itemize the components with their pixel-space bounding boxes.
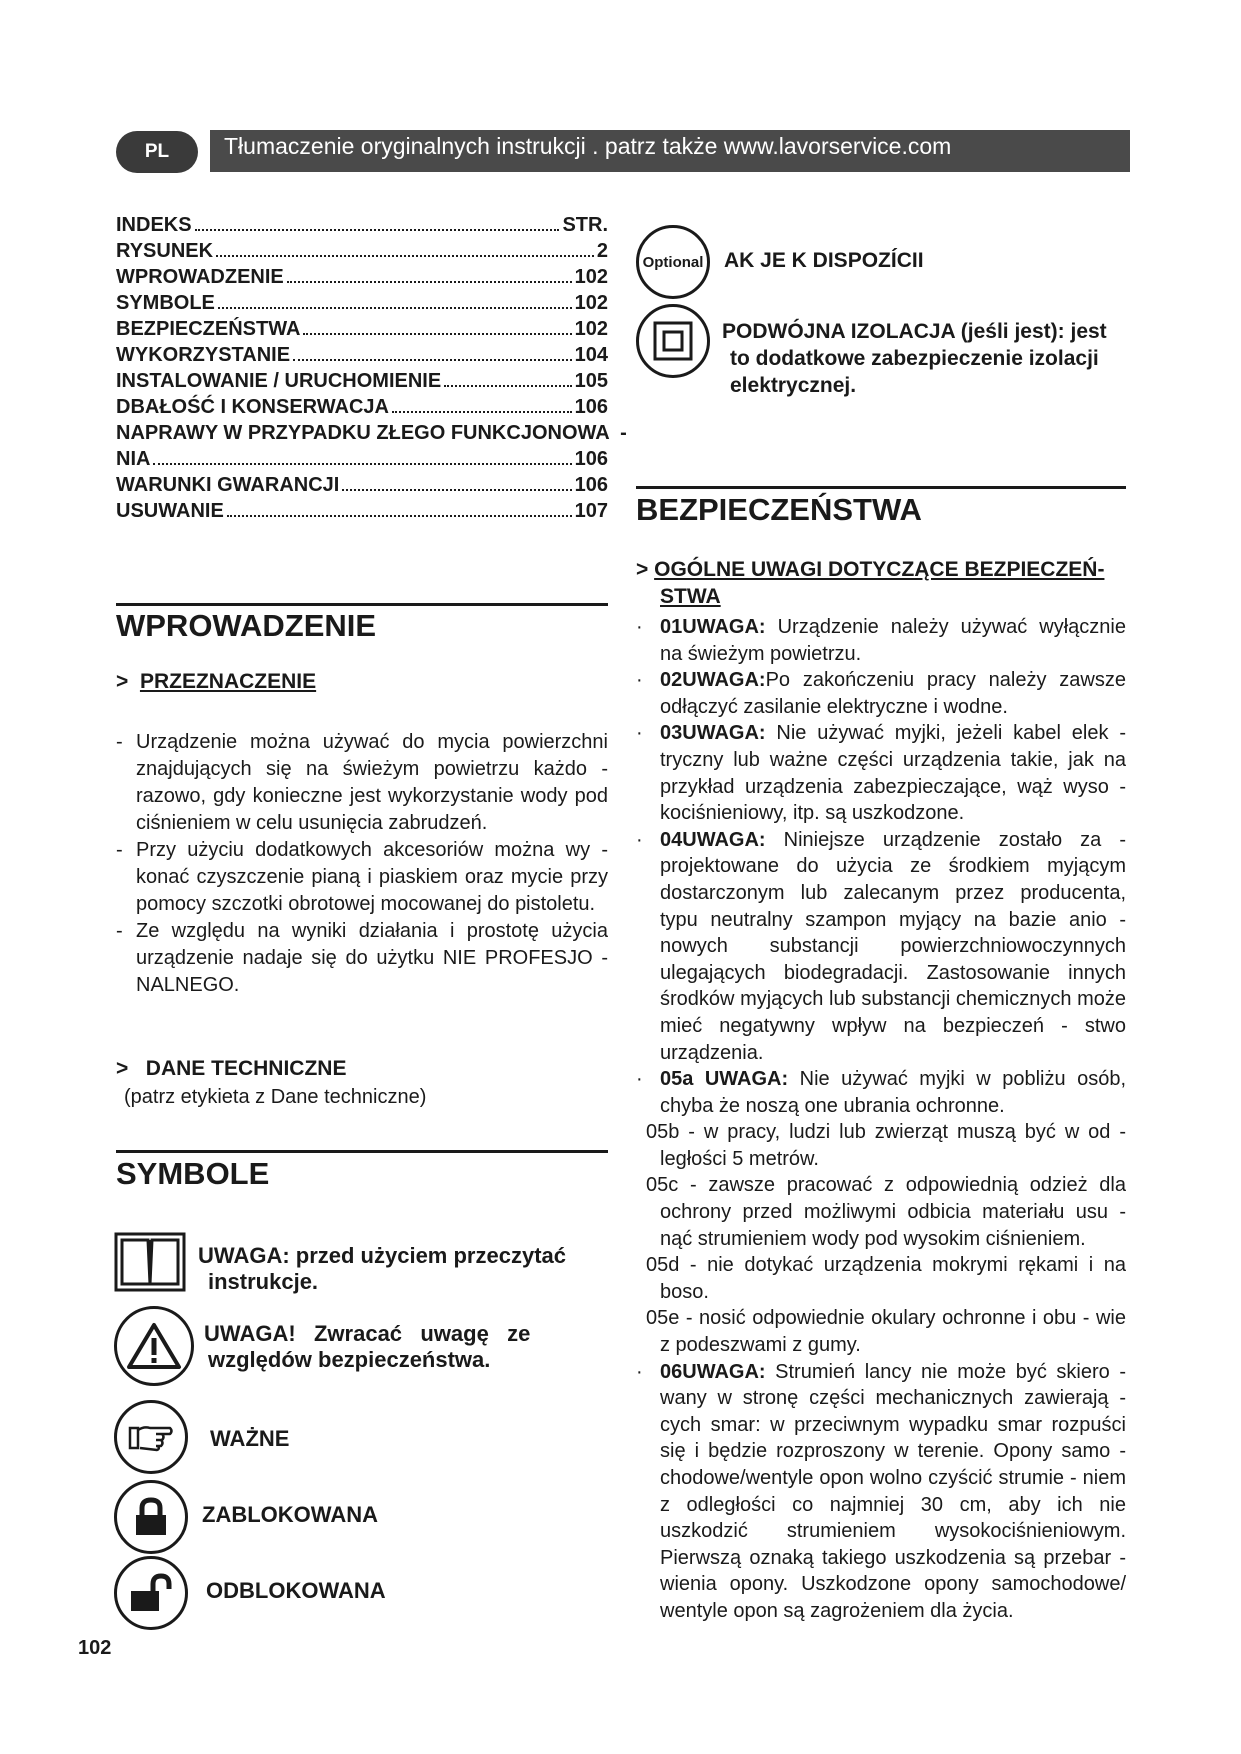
toc-entry-page: 106 <box>574 396 608 418</box>
toc-entry-page: 106 <box>574 448 608 470</box>
toc-entry <box>116 394 608 420</box>
optional-label: AK JE K DISPOZÍCII <box>724 249 924 272</box>
toc-entry <box>116 290 608 316</box>
tech-data-title: DANE TECHNICZNE <box>145 1057 347 1080</box>
toc-entry-title: SYMBOLE <box>116 292 215 314</box>
toc-entry-page: 102 <box>574 292 608 314</box>
safety-heading: BEZPIECZEŃSTWA <box>636 492 922 527</box>
toc-entry-page: STR. <box>562 214 608 236</box>
toc-entry-title: NAPRAWY W PRZYPADKU ZŁEGO FUNKCJONOWA - <box>116 422 627 444</box>
pointing-hand-icon <box>114 1400 188 1474</box>
toc-entry <box>116 368 608 394</box>
section-rule-symbols <box>116 1150 608 1153</box>
warning-subitem: 05e - nosić odpowiednie okulary ochronne i obu - wie z podeszwami z gumy. <box>646 1307 1126 1357</box>
safety-subheading: > OGÓLNE UWAGI DOTYCZĄCE BEZPIECZEŃ- STWA <box>636 558 1105 608</box>
toc-entry-page: 102 <box>574 266 608 288</box>
warning-subitem: 05d - nie dotykać urządzenia mokrymi rękami i na boso. <box>646 1254 1126 1303</box>
toc-entry <box>116 316 608 342</box>
toc-entry <box>116 238 608 264</box>
intro-heading: WPROWADZENIE <box>116 608 377 643</box>
toc-leader <box>444 385 571 387</box>
sub-marker: > <box>116 1057 129 1080</box>
language-code: PL <box>144 141 170 162</box>
toc-entry-page: 2 <box>596 240 608 262</box>
double-insulation-icon <box>636 304 710 378</box>
toc-entry <box>116 420 627 446</box>
tech-data-subheading <box>116 1057 346 1081</box>
toc-entry-title: WARUNKI GWARANCJI <box>116 474 340 496</box>
toc-entry-title: INSTALOWANIE / URUCHOMIENIE <box>116 370 442 392</box>
sub-marker: > <box>636 558 649 581</box>
warning-item: · 04UWAGA: Niniejsze urządzenie zostało za - projektowane do użycia ze środkiem myjącym dostarczonym lub zalecanym przez producenta, typu neutralny szampon myjący na bazie anio - nowych substancji powierzchniowoczynnych ulegających biodegradacji. Zastosowanie innych środków myjących lub substancji chemicznych może mieć negatywny wpływ na bezpieczeń - stwo urządzenia. <box>636 828 1126 1064</box>
symbol-label-read-manual: UWAGA: przed użyciem przeczytać instrukcje. <box>198 1243 566 1294</box>
language-badge <box>116 131 198 173</box>
toc-entry-page: 105 <box>574 370 608 392</box>
toc-entry-title: NIA <box>116 448 151 470</box>
lock-closed-icon <box>114 1480 188 1554</box>
toc-leader <box>227 515 572 517</box>
toc-entry <box>116 498 608 524</box>
symbol-label-locked: ZABLOKOWANA <box>202 1502 378 1527</box>
toc-entry <box>116 342 608 368</box>
section-rule-intro <box>116 603 608 606</box>
toc-leader <box>195 229 560 231</box>
warning-item: · 03UWAGA: Nie używać myjki, jeżeli kabel elek - tryczny lub ważne części urządzenia takie, jak na przykład urządzenia zabezpieczające, wąż wyso - kociśnieniowy, itp. są uszkodzone. <box>636 722 1126 825</box>
book-icon <box>114 1232 186 1292</box>
page-number: 102 <box>78 1637 112 1659</box>
purpose-list <box>116 729 608 999</box>
warning-subitem: 05c - zawsze pracować z odpowiednią odzież dla ochrony przed możliwymi odbicia materiału usu - nąć strumieniem wody pod wysokim ciśnieniem. <box>646 1174 1126 1250</box>
toc-leader <box>342 489 571 491</box>
optional-badge-text: Optional <box>642 253 704 271</box>
tech-data-note: (patrz etykieta z Dane techniczne) <box>124 1086 427 1108</box>
symbol-label-unlocked: ODBLOKOWANA <box>206 1578 386 1603</box>
toc-entry <box>116 446 608 472</box>
warning-item: · 02UWAGA:Po zakończeniu pracy należy zawsze odłączyć zasilanie elektryczne i wodne. <box>636 669 1126 718</box>
header-title: Tłumaczenie oryginalnych instrukcji . patrz także www.lavorservice.com <box>224 133 952 159</box>
toc-entry-page: 107 <box>574 500 608 522</box>
header-notch <box>196 130 210 172</box>
warning-triangle-icon <box>114 1306 194 1386</box>
toc-leader <box>216 255 594 257</box>
lock-open-icon <box>114 1556 188 1630</box>
toc-leader <box>392 411 572 413</box>
list-item: - Ze względu na wyniki działania i prostotę użycia urządzenie nadaje się do użytku NIE PROFESJO - NALNEGO. <box>116 920 608 996</box>
toc-entry-title: INDEKS <box>116 214 192 236</box>
toc-entry <box>116 212 608 238</box>
warning-subitem: 05b - w pracy, ludzi lub zwierząt muszą być w od - ległości 5 metrów. <box>646 1121 1126 1170</box>
purpose-title: PRZEZNACZENIE <box>139 670 317 693</box>
list-item: - Przy użyciu dodatkowych akcesoriów można wy - konać czyszczenie pianą i piaskiem oraz mycie przy pomocy szczotki obrotowej mocowanej do pistoletu. <box>116 839 608 915</box>
toc-entry-page: 102 <box>574 318 608 340</box>
table-of-contents <box>116 212 627 524</box>
toc-leader <box>153 463 571 465</box>
toc-entry-page: 106 <box>574 474 608 496</box>
symbols-heading: SYMBOLE <box>116 1156 270 1191</box>
double-insulation-label: PODWÓJNA IZOLACJA (jeśli jest): jest to dodatkowe zabezpieczenie izolacji elektrycznej. <box>722 320 1107 397</box>
optional-icon <box>636 225 710 299</box>
toc-leader <box>293 359 572 361</box>
list-item: - Urządzenie można używać do mycia powierzchni znajdujących się na świeżym powietrzu każdo - razowo, gdy konieczne jest wykorzystanie wody pod ciśnieniem w celu usunięcia zabrudzeń. <box>116 731 608 834</box>
safety-warnings <box>636 614 1126 1625</box>
toc-entry-title: DBAŁOŚĆ I KONSERWACJA <box>116 396 389 418</box>
warning-item: · 06UWAGA: Strumień lancy nie może być skiero - wany w stronę części mechanicznych zawierają - cych smar: w przeciwnym wypadku smar rozpuści się i będzie rozproszony w terenie. Opony samo - chodowe/wentyle opon wolno czyścić strumie - niem z odległości co najmniej 30 cm, aby ich nie uszkodzić strumieniem wysokociśnieniowym. Pierwszą oznaką takiego uszkodzenia są przebar - wienia opony. Uszkodzone opony samochodowe/ wentyle opon są zagrożeniem dla życia. <box>636 1360 1126 1622</box>
warning-item: · 01UWAGA: Urządzenie należy używać wyłącznie na świeżym powietrzu. <box>636 616 1126 665</box>
symbol-label-important: WAŻNE <box>210 1426 290 1451</box>
section-rule-safety <box>636 486 1126 489</box>
toc-entry-page: 104 <box>574 344 608 366</box>
toc-leader <box>303 333 571 335</box>
toc-entry-title: USUWANIE <box>116 500 224 522</box>
toc-leader <box>218 307 572 309</box>
warning-item: · 05a UWAGA: Nie używać myjki w pobliżu osób, chyba że noszą one ubrania ochronne. <box>636 1068 1126 1117</box>
toc-entry-title: WYKORZYSTANIE <box>116 344 291 366</box>
toc-entry <box>116 472 608 498</box>
toc-entry <box>116 264 608 290</box>
sub-marker: > <box>116 670 129 693</box>
toc-entry-title: WPROWADZENIE <box>116 266 284 288</box>
toc-entry-title: BEZPIECZEŃSTWA <box>116 318 301 340</box>
intro-subheading-purpose <box>116 670 316 694</box>
toc-leader <box>287 281 572 283</box>
toc-entry-title: RYSUNEK <box>116 240 214 262</box>
symbol-label-safety: UWAGA! Zwracać uwagę ze względów bezpieczeństwa. <box>204 1321 531 1372</box>
